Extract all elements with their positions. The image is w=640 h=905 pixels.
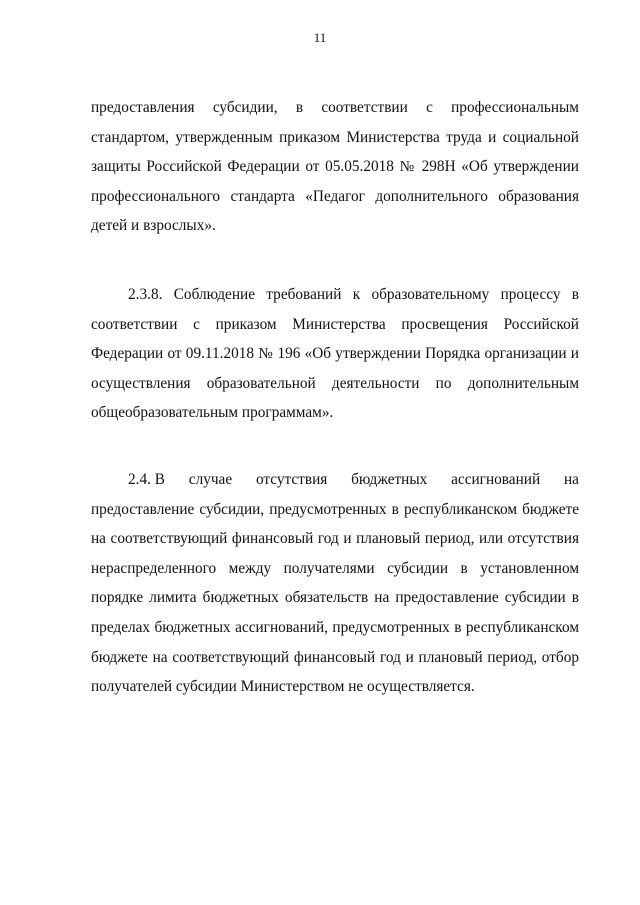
text-line: осуществления образовательной деятельности по дополнительным [91, 374, 579, 392]
text-line [91, 93, 579, 123]
word: 2.4. В [128, 471, 165, 488]
text-line: Федерации от 09.11.2018 № 196 «Об утверждении Порядка организации и [91, 345, 579, 363]
text-line: соответствии с приказом Министерства просвещения Российской [91, 315, 579, 333]
paragraph-1 [91, 93, 579, 241]
text-line: общеобразовательным программам». [91, 404, 334, 422]
word: на [563, 471, 579, 488]
page-number: 11 [313, 30, 327, 45]
text-line [91, 465, 579, 495]
word: профессиональным [451, 99, 579, 116]
text-line: нераспределенного между получателями субсидии в установленном [91, 559, 579, 577]
text-line: стандартом, утвержденным приказом Министерства труда и социальной [91, 128, 579, 146]
word: случае [188, 471, 233, 488]
word: в [295, 99, 304, 116]
paragraph-2-4 [91, 465, 579, 702]
text-line: пределах бюджетных ассигнований, предусмотренных в республиканском [91, 618, 579, 636]
text-line: порядке лимита бюджетных обязательств на предоставление субсидии в [91, 589, 579, 607]
text-line: профессионального стандарта «Педагог дополнительного образования [91, 187, 579, 205]
paragraph-2-3-8 [91, 280, 579, 428]
text-line: бюджете на соответствующий финансовый год и плановый период, отбор [91, 648, 579, 666]
word: с [426, 99, 433, 116]
text-line: предоставление субсидии, предусмотренных в республиканском бюджете [91, 500, 579, 518]
text-line: детей и взрослых». [91, 217, 216, 235]
word: предоставления [91, 99, 195, 116]
text-line: 2.3.8. Соблюдение требований к образовательному процессу в [128, 286, 579, 303]
text-line: на соответствующий финансовый год и плановый период, или отсутствия [91, 530, 579, 548]
word: бюджетных [351, 471, 428, 488]
word: субсидии, [212, 99, 278, 116]
text-line: получателей субсидии Министерством не осуществляется. [91, 678, 475, 696]
word: ассигнований [451, 471, 541, 488]
word: отсутствия [255, 471, 328, 488]
word: соответствии [321, 99, 408, 116]
text-line: защиты Российской Федерации от 05.05.2018 № 298Н «Об утверждении [91, 158, 579, 176]
